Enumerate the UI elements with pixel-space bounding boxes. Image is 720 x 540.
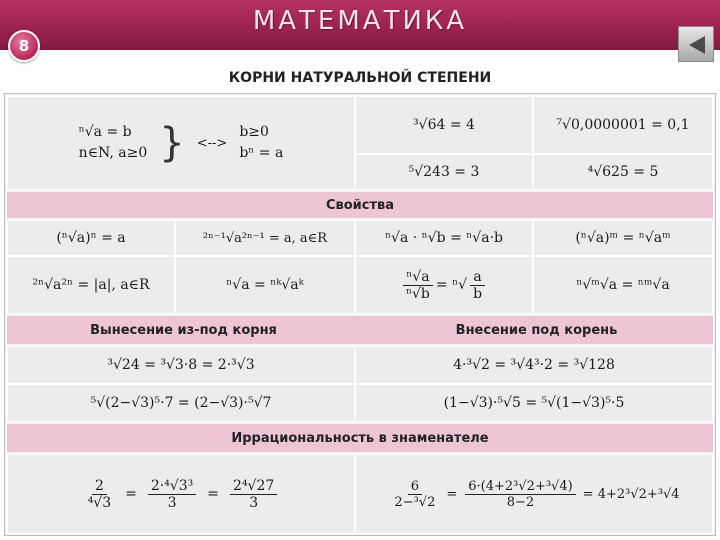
property-cell: ²ⁿ√a²ⁿ = |a|, a∈R [7, 256, 175, 314]
extraction-example: ⁵√(2−√3)⁵·7 = (2−√3)·⁵√7 [7, 384, 355, 422]
page-title: КОРНИ НАТУРАЛЬНОЙ СТЕПЕНИ [228, 70, 492, 86]
example-cell: ³√64 = 4 [355, 96, 533, 154]
back-button[interactable] [678, 26, 714, 62]
example-cell: ⁵√243 = 3 [355, 154, 533, 190]
fraction: $\frac{\text{6·(4+2³√2+³√4)}}{8-2}$ [465, 479, 575, 510]
definition-left-top: ⁿ√a = b [78, 124, 132, 140]
section-header-extraction: Вынесение из-под корня [90, 322, 277, 338]
insertion-example: 4·³√2 = ³√4³·2 = ³√128 [355, 346, 713, 384]
property-cell: ⁿ√a = ⁿᵏ√aᵏ [175, 256, 355, 314]
property-cell: (ⁿ√a)ⁿ = a [7, 220, 175, 256]
definition-cell [7, 96, 355, 190]
property-cell: ²ⁿ⁻¹√a²ⁿ⁻¹ = a, a∈R [175, 220, 355, 256]
definition-right-top: b≥0 [239, 124, 269, 140]
section-header-irrationality: Иррациональность в знаменателе [7, 424, 713, 452]
example-cell: ⁷√0,0000001 = 0,1 [533, 96, 713, 154]
section-header-insertion: Внесение под корень [455, 322, 618, 338]
definition-left-bottom: n∈N, a≥0 [78, 145, 148, 161]
example-cell: ⁴√625 = 5 [533, 154, 713, 190]
irrationality-result: = 4+2³√2+³√4 [582, 486, 680, 502]
property-cell: ⁿ√ᵐ√a = ⁿᵐ√a [533, 256, 713, 314]
fraction: $\frac{\text{ⁿ√a}}{\text{ⁿ√b}}$ [403, 269, 433, 302]
fraction: $\frac{a}{b}$ [470, 269, 485, 302]
section-header-properties: Свойства [7, 192, 713, 218]
triangle-left-icon [686, 34, 708, 56]
irrationality-example-right: $\frac{6}{\text{2−³√2}}$ = $\frac{\text{6·(4+2³√2+³√4)}}{8-2}$ = 4+2³√2+³√4 [355, 454, 713, 534]
app-header [0, 0, 720, 50]
fraction: $\frac{6}{\text{2−³√2}}$ [394, 478, 436, 510]
irrationality-example-left: $\frac{2}{\text{⁴√3}}$ = $\frac{\text{2·⁴√3³}}{3}$ = $\frac{\text{2⁴√27}}{3}$ [7, 454, 355, 534]
property-cell: ⁿ√a · ⁿ√b = ⁿ√a·b [355, 220, 533, 256]
grade-badge: 8 [8, 30, 40, 62]
formula-table [4, 93, 716, 536]
property-cell: $\frac{\text{ⁿ√a}}{\text{ⁿ√b}}$ = ⁿ√ $\frac{a}{b}$ [355, 256, 533, 314]
fraction: $\frac{\text{2⁴√27}}{3}$ [230, 478, 277, 511]
equivalence-arrow: <--> [196, 135, 228, 151]
property-cell: (ⁿ√a)ᵐ = ⁿ√aᵐ [533, 220, 713, 256]
app-title: МАТЕМАТИКА [252, 6, 468, 36]
brace-icon: } [159, 120, 185, 166]
insertion-example: (1−√3)·⁵√5 = ⁵√(1−√3)⁵·5 [355, 384, 713, 422]
definition-right-bottom: bⁿ = a [239, 145, 284, 161]
section-header-row [7, 316, 713, 344]
fraction: $\frac{2}{\text{⁴√3}}$ [87, 477, 112, 511]
fraction: $\frac{\text{2·⁴√3³}}{3}$ [148, 478, 196, 511]
extraction-example: ³√24 = ³√3·8 = 2·³√3 [7, 346, 355, 384]
